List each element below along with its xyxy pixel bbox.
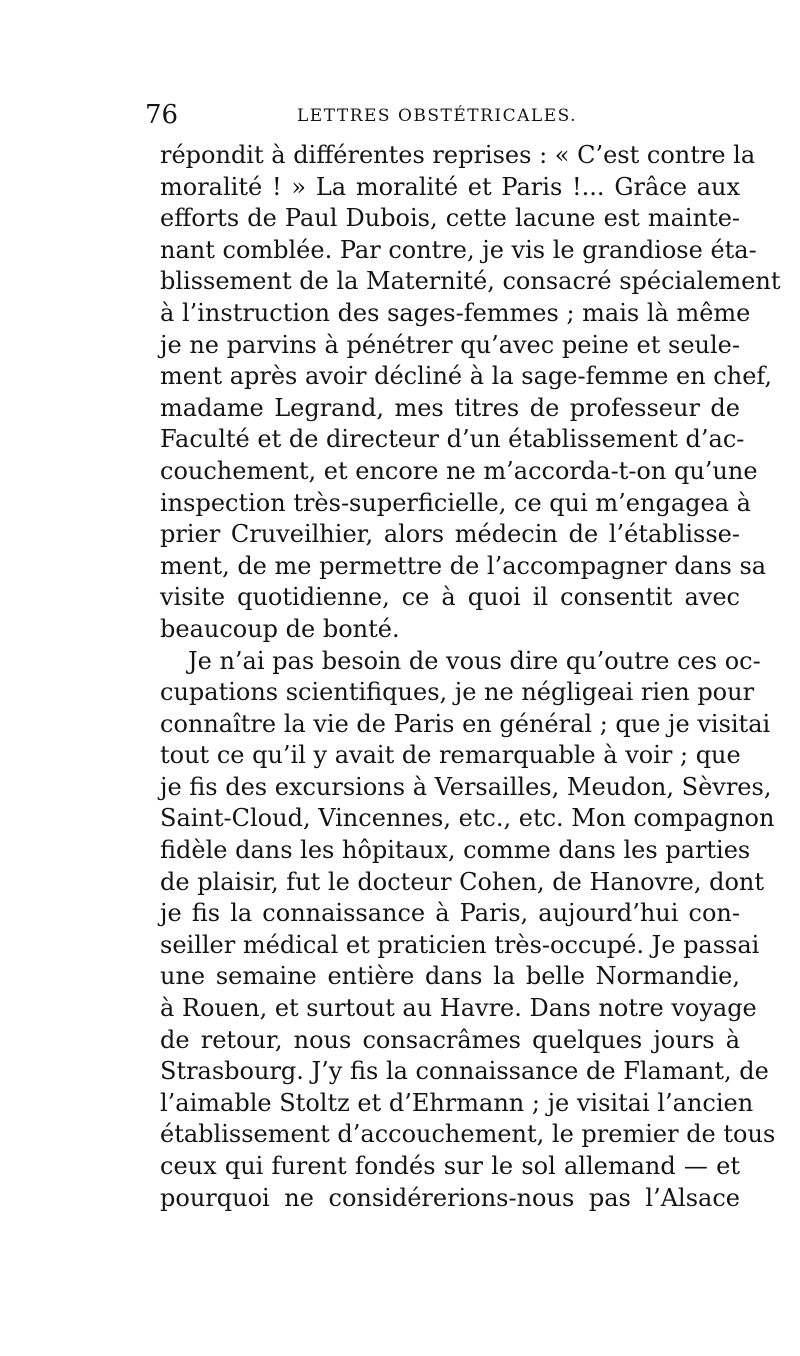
text-line: nant comblée. Par contre, je vis le grandiose éta-	[160, 235, 757, 264]
text-line: Faculté et de directeur d’un établissement d’ac-	[160, 425, 745, 454]
text-line: Je n’ai pas besoin de vous dire qu’outre ces oc-	[188, 646, 761, 675]
text-line: moralité ! » La moralité et Paris !... Grâce aux	[160, 172, 740, 201]
paragraph-2	[160, 646, 776, 1215]
text-line: blissement de la Maternité, consacré spécialement	[160, 267, 781, 296]
page-number: 76	[145, 100, 179, 130]
text-line: Saint-Cloud, Vincennes, etc., etc. Mon compagnon	[160, 804, 775, 833]
text-line: couchement, et encore ne m’accorda-t-on qu’une	[160, 456, 758, 485]
text-line: je fis des excursions à Versailles, Meudon, Sèvres,	[160, 772, 772, 801]
text-line: répondit à différentes reprises : « C’est contre la	[160, 141, 756, 169]
text-line: ment, de me permettre de l’accompagner dans sa	[160, 551, 767, 580]
text-line: cupations scientifiques, je ne négligeai rien pour	[160, 678, 755, 707]
text-line: fidèle dans les hôpitaux, comme dans les parties	[160, 836, 751, 865]
text-line: une semaine entière dans la belle Normandie,	[160, 962, 740, 991]
text-line: tout ce qu’il y avait de remarquable à voir ; que	[160, 741, 741, 770]
paragraph-1	[160, 140, 781, 646]
text-line: je fis la connaissance à Paris, aujourd’hui con-	[160, 899, 740, 928]
text-line: établissement d’accouchement, le premier de tous	[160, 1120, 776, 1149]
body-text	[160, 140, 781, 1214]
page-header	[145, 100, 785, 140]
text-line: efforts de Paul Dubois, cette lacune est mainte-	[160, 204, 740, 233]
text-line: madame Legrand, mes titres de professeur de	[160, 393, 740, 422]
text-line: prier Cruveilhier, alors médecin de l’établisse-	[160, 520, 740, 549]
running-title: LETTRES OBSTÉTRICALES.	[297, 106, 578, 126]
text-line: seiller médical et praticien très-occupé. Je passai	[160, 930, 760, 959]
text-line: ment après avoir décliné à la sage-femme en chef,	[160, 362, 773, 391]
text-line: à l’instruction des sages-femmes ; mais là même	[160, 298, 751, 327]
text-line: l’aimable Stoltz et d’Ehrmann ; je visitai l’ancien	[160, 1088, 754, 1117]
text-line: de plaisir, fut le docteur Cohen, de Hanovre, dont	[160, 867, 765, 896]
text-line: inspection très-superficielle, ce qui m’engagea à	[160, 488, 751, 517]
text-line: pourquoi ne considérerions-nous pas l’Alsace	[160, 1183, 740, 1212]
text-line: à Rouen, et surtout au Havre. Dans notre voyage	[160, 994, 757, 1023]
text-line: je ne parvins à pénétrer qu’avec peine et seule-	[160, 330, 740, 359]
text-line: beaucoup de bonté.	[160, 614, 400, 643]
text-line: de retour, nous consacrâmes quelques jours à	[160, 1025, 740, 1054]
text-line: connaître la vie de Paris en général ; que je visitai	[160, 709, 771, 738]
text-line: visite quotidienne, ce à quoi il consentit avec	[160, 583, 740, 612]
text-line: ceux qui furent fondés sur le sol allemand — et	[160, 1152, 740, 1180]
text-line: Strasbourg. J’y fis la connaissance de Flamant, de	[160, 1057, 769, 1086]
